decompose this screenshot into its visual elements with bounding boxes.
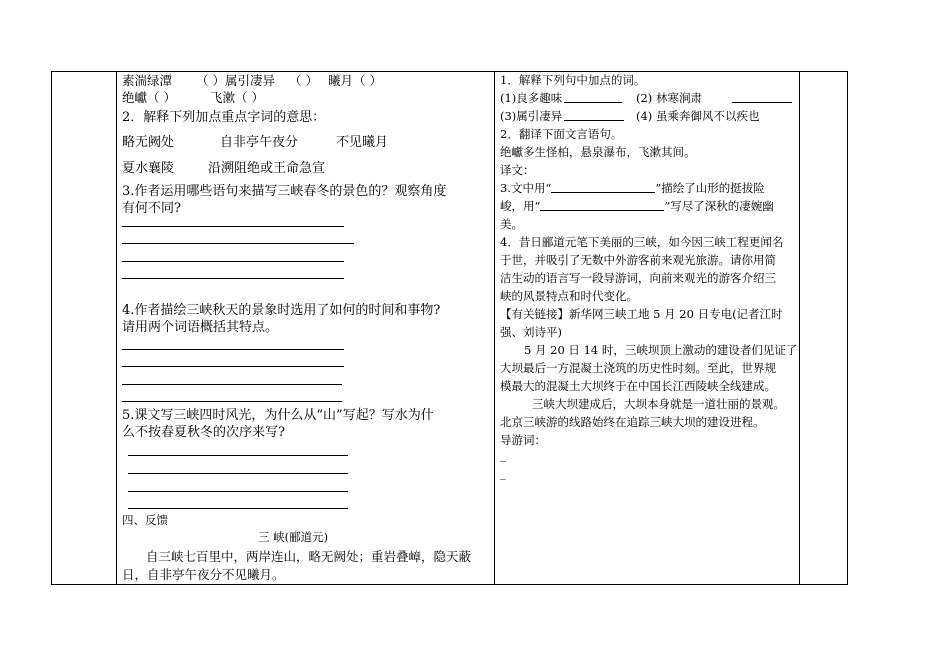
answer-line bbox=[122, 366, 344, 367]
term-jueyan: 绝巘 bbox=[122, 90, 148, 105]
answer-blank bbox=[564, 91, 622, 103]
r-q4-line: 4．昔日郦道元笔下美丽的三峡，如今因三峡工程更闻名 bbox=[500, 235, 784, 249]
q4-line2: 请用两个词语概括其特点。 bbox=[122, 320, 279, 335]
term-shuyin: 属引凄异 bbox=[225, 73, 276, 88]
poem-line: 日，自非亭午夜分不见曦月。 bbox=[122, 567, 285, 582]
answer-line bbox=[122, 261, 344, 262]
related-link-line: 强、刘诗平) bbox=[500, 325, 562, 339]
term-feishu: 飞漱 bbox=[210, 90, 236, 105]
q5-line1: 5.课文写三峡四时风光，为什么从“山”写起？写水为什 bbox=[122, 408, 434, 423]
column-divider-3 bbox=[799, 71, 800, 585]
blank-paren: （ ） bbox=[289, 73, 318, 88]
related-link-line: 5 月 20 日 14 时，三峡坝顶上激动的建设者们见证了 bbox=[524, 343, 798, 357]
r-q4-line: 于世，并吸引了无数中外游客前来观光旅游。请你用简 bbox=[500, 253, 776, 267]
r-q1-title: 1．解释下列句中加点的词。 bbox=[500, 73, 646, 87]
r-q4-line: 洁生动的语言写一段导游词，向前来观光的游客介绍三 bbox=[500, 271, 776, 285]
blank-paren: （ ） bbox=[353, 73, 382, 88]
q5-line2: 么不按春夏秋冬的次序来写? bbox=[122, 425, 285, 440]
answer-line bbox=[128, 491, 348, 492]
q3-line1: 3.作者运用哪些语句来描写三峡春冬的景色的？观察角度 bbox=[122, 184, 447, 199]
related-link-line: 北京三峡游的线路始终在追踪三峡大坝的建设进程。 bbox=[500, 415, 765, 429]
r-q1-item1: (1)良多趣味 bbox=[500, 91, 563, 105]
section-feedback: 四、反馈 bbox=[122, 513, 168, 527]
column-divider-1 bbox=[116, 71, 117, 585]
answer-line bbox=[122, 243, 354, 244]
answer-line bbox=[122, 349, 344, 350]
column-divider-2 bbox=[494, 71, 495, 585]
answer-line bbox=[128, 473, 348, 474]
related-link-line: 大坝最后一方混凝土浇筑的历史性时刻。至此，世界规 bbox=[500, 361, 776, 375]
r-q3-text: 3.文中用“ bbox=[500, 181, 552, 195]
r-q3-line3: 美。 bbox=[500, 217, 523, 231]
answer-line bbox=[128, 508, 348, 509]
r-q3-text: ”写尽了深秋的凄婉幽 bbox=[664, 199, 774, 213]
q2-row1 bbox=[122, 135, 388, 150]
term-sutuan: 素湍绿潭 bbox=[122, 73, 173, 88]
r-q3-line2 bbox=[500, 199, 774, 213]
q4-line1: 4.作者描绘三峡秋天的景象时选用了如何的时间和事物? bbox=[122, 303, 441, 318]
poem-title: 三 峡(郦道元) bbox=[258, 530, 329, 544]
answer-line bbox=[122, 401, 342, 402]
related-link-line: 三峡大坝建成后，大坝本身就是一道壮丽的景观。 bbox=[532, 397, 785, 411]
answer-line bbox=[128, 455, 348, 456]
guide-speech-line: _ bbox=[500, 448, 506, 462]
blank-paren: （ ） bbox=[147, 90, 176, 105]
answer-line bbox=[122, 278, 344, 279]
answer-blank bbox=[564, 109, 624, 121]
answer-blank bbox=[540, 199, 664, 211]
phrase: 自非亭午夜分 bbox=[220, 135, 299, 150]
q2-row2 bbox=[122, 161, 325, 176]
r-q1-item2: (2) 林寒涧肃 bbox=[636, 91, 702, 105]
poem-line: 自三峡七百里中，两岸连山，略无阙处；重岩叠嶂，隐天蔽 bbox=[146, 549, 472, 564]
blank-paren: （ ） bbox=[196, 73, 225, 88]
q1-row2 bbox=[122, 90, 264, 105]
r-q2-sentence: 绝巘多生怪柏，悬泉瀑布，飞漱其间。 bbox=[500, 145, 696, 159]
related-link-line: 模最大的混凝土大坝终于在中国长江西陵峡全线建成。 bbox=[500, 379, 776, 393]
r-q3-line1 bbox=[500, 181, 765, 195]
answer-line bbox=[122, 226, 344, 227]
q1-row1 bbox=[122, 73, 382, 88]
answer-blank bbox=[732, 91, 792, 103]
r-q1-item4: (4) 虽乘奔御风不以疾也 bbox=[636, 109, 760, 123]
answer-line bbox=[122, 384, 342, 385]
r-q2-title: 2．翻译下面文言语句。 bbox=[500, 127, 623, 141]
answer-blank bbox=[551, 181, 655, 193]
r-q3-text: ”描绘了山形的挺拔险 bbox=[655, 181, 765, 195]
guide-speech-label: 导游词： bbox=[500, 433, 546, 447]
r-q2-translation-label: 译文： bbox=[500, 163, 535, 177]
term-xiyue: 曦月 bbox=[328, 73, 354, 88]
phrase: 不见曦月 bbox=[336, 135, 389, 150]
q3-line2: 有何不同? bbox=[122, 201, 181, 216]
phrase: 夏水襄陵 bbox=[122, 161, 175, 176]
q2-title: 2．解释下列加点重点字词的意思： bbox=[122, 110, 326, 125]
related-link-header: 【有关链接】新华网三峡工地 5 月 20 日专电(记者江时 bbox=[500, 307, 783, 321]
phrase: 沿溯阻绝或王命急宣 bbox=[208, 161, 326, 176]
blank-paren: （ ） bbox=[235, 90, 264, 105]
r-q4-line: 峡的风景特点和时代变化。 bbox=[500, 289, 638, 303]
phrase: 略无阙处 bbox=[122, 135, 175, 150]
r-q1-item3: (3)属引凄异 bbox=[500, 109, 563, 123]
r-q3-text: 峻，用“ bbox=[500, 199, 541, 213]
guide-speech-line: _ bbox=[500, 466, 506, 480]
